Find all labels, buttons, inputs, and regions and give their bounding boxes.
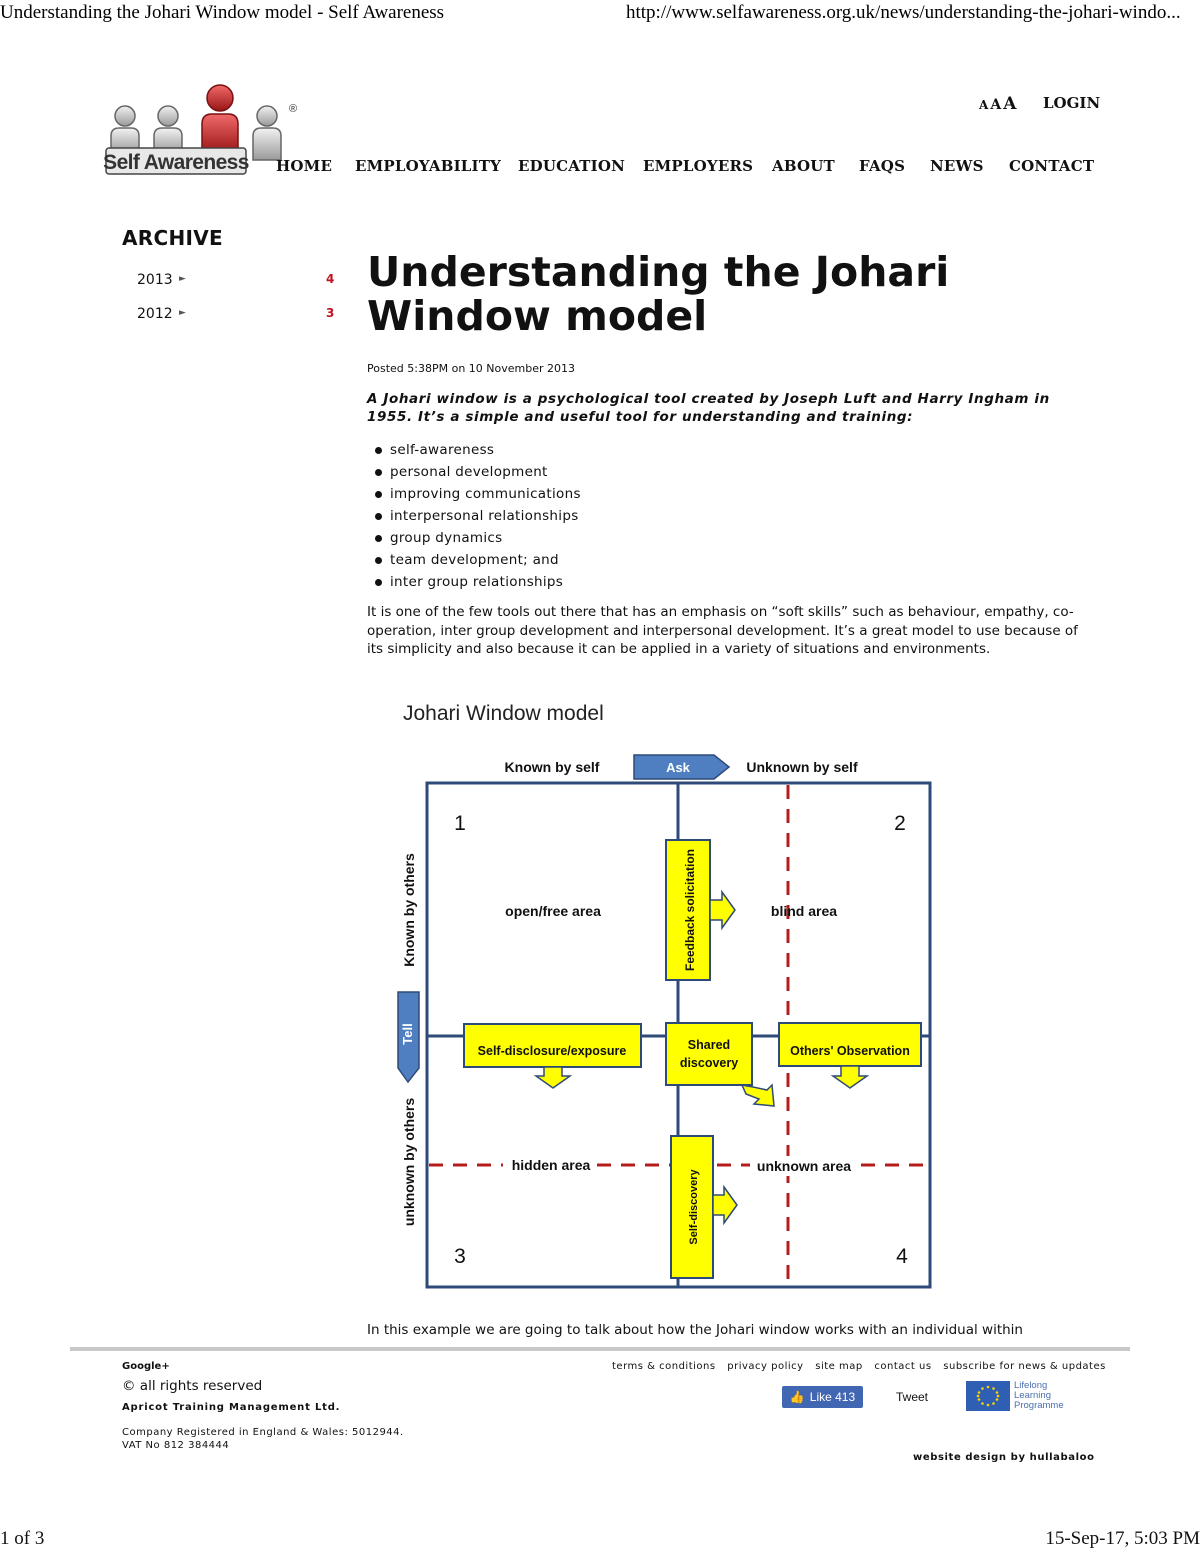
font-size-controls [979, 94, 1018, 114]
privacy-link[interactable]: privacy policy [727, 1361, 804, 1372]
posted-date: Posted 5:38PM on 10 November 2013 [367, 362, 575, 375]
hidden-area-label: hidden area [511, 1157, 591, 1173]
tell-label: Tell [400, 1023, 415, 1045]
svg-text:®: ® [289, 103, 298, 115]
body-paragraph: It is one of the few tools out there that has an emphasis on “soft skills” such as behaviour, empathy, co-operation, inter group development and interpersonal development. It’s a great model to use because of its simplicity and also because it can be applied in a variety of situations and environments. [367, 604, 1078, 657]
like-count-label: Like 413 [809, 1390, 856, 1404]
self-disclosure-label: Self-disclosure/exposure [477, 1044, 627, 1058]
self-discovery-label: Self-discovery [688, 1169, 700, 1245]
font-size-small-button[interactable]: A [979, 98, 989, 112]
nav-education[interactable]: EDUCATION [518, 157, 626, 175]
known-by-others-label: Known by others [401, 853, 417, 967]
discovery-label: discovery [679, 1056, 739, 1070]
registration-number: Company Registered in England & Wales: 5012944. [122, 1427, 404, 1438]
terms-link[interactable]: terms & conditions [612, 1361, 716, 1372]
eu-lifelong-learning-badge[interactable] [966, 1381, 1064, 1411]
eu-line-1: Lifelong [1014, 1380, 1048, 1391]
archive-heading: ARCHIVE [122, 226, 223, 250]
list-item: interpersonal relationships [372, 506, 581, 528]
login-link[interactable]: LOGIN [1043, 94, 1101, 112]
eu-line-3: Programme [1014, 1400, 1064, 1411]
eu-line-2: Learning [1014, 1390, 1051, 1401]
intro-paragraph: A Johari window is a psychological tool created by Joseph Luft and Harry Ingham in 1955. It’s a simple and useful tool for understanding and training: [367, 391, 1050, 425]
nav-about[interactable]: ABOUT [772, 157, 835, 175]
johari-window-figure [370, 690, 970, 1310]
people-logo-icon [103, 78, 303, 178]
tweet-button[interactable]: Tweet [896, 1390, 929, 1404]
font-size-medium-button[interactable]: A [990, 97, 1002, 113]
nav-employers[interactable]: EMPLOYERS [643, 157, 754, 175]
blind-area-label: blind area [770, 903, 838, 919]
quadrant-3-number: 3 [454, 1245, 466, 1268]
list-item: team development; and [372, 550, 581, 572]
sitemap-link[interactable]: site map [815, 1361, 863, 1372]
print-page-url: http://www.selfawareness.org.uk/news/understanding-the-johari-windo... [626, 2, 1181, 23]
archive-year-label: 2013 [137, 272, 173, 288]
quadrant-2-number: 2 [894, 812, 906, 835]
googleplus-link[interactable]: Google+ [122, 1361, 170, 1372]
site-logo[interactable] [103, 78, 303, 178]
subscribe-link[interactable]: subscribe for news & updates [943, 1361, 1106, 1372]
others-observation-label: Others' Observation [790, 1044, 910, 1058]
feedback-label: Feedback solicitation [683, 848, 697, 972]
body-paragraph-continued: In this example we are going to talk about how the Johari window works with an individual within [367, 1322, 1023, 1338]
vat-number: VAT No 812 384444 [122, 1440, 230, 1451]
quadrant-1-number: 1 [454, 812, 466, 835]
font-size-large-button[interactable]: A [1003, 94, 1017, 114]
footer-links [612, 1361, 1114, 1372]
archive-count: 4 [326, 272, 335, 286]
page-title: Understanding the Johari Window model [367, 248, 950, 340]
nav-news[interactable]: NEWS [930, 157, 984, 175]
known-by-self-label: Known by self [504, 759, 600, 775]
list-item: group dynamics [372, 528, 581, 550]
copyright-text: © all rights reserved [122, 1378, 263, 1394]
uses-list [372, 440, 581, 594]
list-item: self-awareness [372, 440, 581, 462]
shared-label: Shared [687, 1038, 731, 1052]
website-design-credit[interactable]: website design by hullabaloo [913, 1452, 1095, 1463]
print-page-number: 1 of 3 [0, 1528, 45, 1549]
thumbs-up-icon: 👍 [789, 1390, 805, 1404]
contact-us-link[interactable]: contact us [874, 1361, 932, 1372]
quadrant-4-number: 4 [896, 1245, 908, 1268]
eu-flag-icon [966, 1381, 1010, 1411]
unknown-area-label: unknown area [756, 1158, 852, 1174]
svg-text:Self Awareness: Self Awareness [103, 151, 249, 174]
shared-discovery-arrow-icon [742, 1085, 774, 1106]
archive-year-label: 2012 [137, 306, 173, 322]
list-item: personal development [372, 462, 581, 484]
footer-divider [70, 1347, 1130, 1351]
list-item: improving communications [372, 484, 581, 506]
print-datetime: 15-Sep-17, 5:03 PM [1045, 1528, 1200, 1549]
archive-count: 3 [326, 306, 335, 320]
unknown-by-others-label: unknown by others [401, 1097, 417, 1227]
expand-arrow-icon: ► [179, 274, 186, 284]
company-registration [122, 1426, 404, 1452]
self-disclosure-arrow-icon [536, 1067, 570, 1088]
ask-label: Ask [666, 760, 690, 775]
nav-employability[interactable]: EMPLOYABILITY [355, 157, 502, 175]
self-discovery-arrow-icon [713, 1187, 737, 1223]
open-area-label: open/free area [505, 903, 601, 919]
expand-arrow-icon: ► [179, 308, 186, 318]
list-item: inter group relationships [372, 572, 581, 594]
nav-home[interactable]: HOME [276, 157, 333, 175]
facebook-like-button[interactable] [782, 1386, 863, 1408]
nav-faqs[interactable]: FAQS [859, 157, 906, 175]
others-observation-arrow-icon [833, 1066, 867, 1088]
eu-programme-label [1014, 1381, 1064, 1411]
nav-contact[interactable]: CONTACT [1009, 157, 1095, 175]
shared-discovery-box [666, 1023, 752, 1085]
unknown-by-self-label: Unknown by self [746, 759, 858, 775]
figure-title: Johari Window model [403, 702, 604, 725]
company-name: Apricot Training Management Ltd. [122, 1402, 341, 1413]
feedback-arrow-icon [710, 892, 735, 928]
print-page-title: Understanding the Johari Window model - Self Awareness [0, 2, 445, 23]
